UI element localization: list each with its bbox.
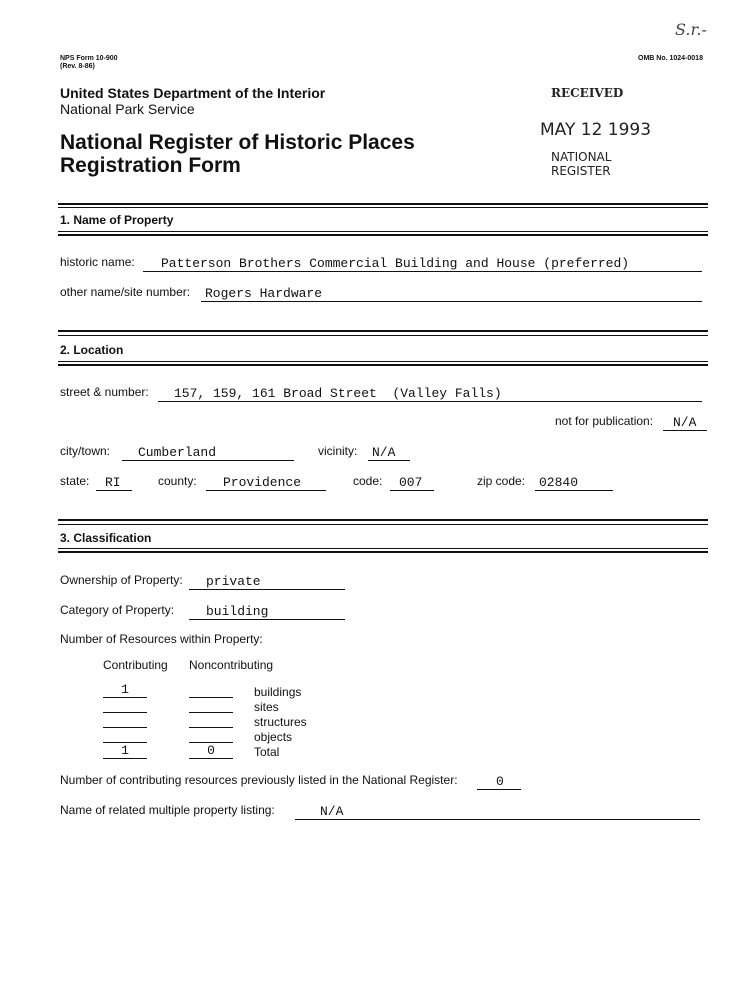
resource-type-label: structures bbox=[254, 715, 307, 729]
contrib-line bbox=[103, 758, 147, 759]
section3-top-rule bbox=[58, 519, 708, 521]
form-revision: (Rev. 8-86) bbox=[60, 63, 95, 70]
category-label: Category of Property: bbox=[60, 603, 175, 617]
noncontrib-line bbox=[189, 712, 233, 713]
county-label: county: bbox=[158, 474, 197, 488]
section3-heading: 3. Classification bbox=[60, 531, 152, 545]
previously-listed-label: Number of contributing resources previously listed in the National Register: bbox=[60, 773, 458, 787]
omb-number: OMB No. 1024-0018 bbox=[638, 55, 703, 62]
county-value: Providence bbox=[206, 476, 326, 491]
section1-top-rule-thin bbox=[58, 207, 708, 208]
contributing-header: Contributing bbox=[103, 658, 168, 672]
state-value: RI bbox=[96, 476, 132, 491]
department-name: United States Department of the Interior bbox=[60, 85, 326, 101]
section1-top-rule bbox=[58, 203, 708, 205]
noncontrib-total-value[interactable]: 0 bbox=[207, 743, 215, 758]
historic-name-value: Patterson Brothers Commercial Building and House (preferred) bbox=[143, 257, 702, 272]
zip-label: zip code: bbox=[477, 474, 526, 488]
section3-top-rule-thin bbox=[58, 524, 708, 525]
code-value: 007 bbox=[390, 476, 434, 491]
previously-listed-field[interactable] bbox=[477, 772, 521, 790]
street-label: street & number: bbox=[60, 385, 149, 399]
multiple-listing-field[interactable] bbox=[295, 802, 700, 820]
received-date: MAY 12 1993 bbox=[540, 120, 652, 140]
multiple-listing-label: Name of related multiple property listing: bbox=[60, 803, 275, 817]
historic-name-field[interactable] bbox=[143, 254, 706, 272]
resource-total-label: Total bbox=[254, 745, 280, 759]
section2-bottom-rule bbox=[58, 361, 708, 362]
contrib-line bbox=[103, 712, 147, 713]
nfp-value: N/A bbox=[663, 416, 707, 431]
other-name-field[interactable] bbox=[201, 284, 702, 302]
section3-bottom-rule bbox=[58, 548, 708, 549]
vicinity-label: vicinity: bbox=[318, 444, 358, 458]
resource-type-label: buildings bbox=[254, 685, 302, 699]
section2-top-rule-thin bbox=[58, 335, 708, 336]
category-value: building bbox=[189, 605, 345, 620]
city-label: city/town: bbox=[60, 444, 111, 458]
zip-field[interactable] bbox=[535, 473, 613, 491]
form-title-line2: Registration Form bbox=[60, 154, 241, 177]
street-value: 157, 159, 161 Broad Street (Valley Falls) bbox=[158, 387, 702, 402]
form-title-line1: National Register of Historic Places bbox=[60, 131, 415, 154]
received-stamp: RECEIVED bbox=[551, 86, 624, 100]
corner-scribble: S.r.- bbox=[675, 20, 707, 39]
vicinity-value: N/A bbox=[368, 446, 410, 461]
resources-label: Number of Resources within Property: bbox=[60, 632, 263, 646]
code-label: code: bbox=[353, 474, 383, 488]
noncontributing-header: Noncontributing bbox=[189, 658, 274, 672]
contrib-line bbox=[103, 727, 147, 728]
section3-bottom-rule-thick bbox=[58, 551, 708, 553]
form-number: NPS Form 10-900 bbox=[60, 55, 118, 62]
category-field[interactable] bbox=[189, 602, 345, 620]
section2-top-rule bbox=[58, 330, 708, 332]
section1-bottom-rule bbox=[58, 231, 708, 232]
resource-type-label: objects bbox=[254, 730, 293, 744]
service-name: National Park Service bbox=[60, 101, 195, 117]
resource-type-label: sites bbox=[254, 700, 279, 714]
stamp-national: NATIONAL bbox=[551, 150, 612, 164]
zip-value: 02840 bbox=[535, 476, 613, 491]
section2-bottom-rule-thick bbox=[58, 364, 708, 366]
street-field[interactable] bbox=[158, 384, 702, 402]
previously-listed-value: 0 bbox=[477, 775, 521, 790]
noncontrib-line bbox=[189, 758, 233, 759]
county-field[interactable] bbox=[206, 473, 326, 491]
code-field[interactable] bbox=[390, 473, 434, 491]
multiple-listing-value: N/A bbox=[295, 805, 700, 820]
vicinity-field[interactable] bbox=[368, 443, 410, 461]
ownership-value: private bbox=[189, 575, 345, 590]
nfp-label: not for publication: bbox=[555, 414, 654, 428]
city-field[interactable] bbox=[122, 443, 294, 461]
state-field[interactable] bbox=[96, 473, 132, 491]
noncontrib-line bbox=[189, 697, 233, 698]
ownership-label: Ownership of Property: bbox=[60, 573, 183, 587]
stamp-register: REGISTER bbox=[551, 164, 611, 178]
historic-name-label: historic name: bbox=[60, 255, 135, 269]
contrib-value[interactable]: 1 bbox=[121, 682, 129, 697]
section1-heading: 1. Name of Property bbox=[60, 213, 174, 227]
noncontrib-line bbox=[189, 727, 233, 728]
city-value: Cumberland bbox=[122, 446, 294, 461]
ownership-field[interactable] bbox=[189, 572, 345, 590]
section2-heading: 2. Location bbox=[60, 343, 124, 357]
contrib-total-value[interactable]: 1 bbox=[121, 743, 129, 758]
other-name-value: Rogers Hardware bbox=[201, 287, 702, 302]
contrib-line bbox=[103, 697, 147, 698]
state-label: state: bbox=[60, 474, 90, 488]
other-name-label: other name/site number: bbox=[60, 285, 191, 299]
section1-bottom-rule-thick bbox=[58, 234, 708, 236]
nfp-field[interactable] bbox=[663, 413, 707, 431]
